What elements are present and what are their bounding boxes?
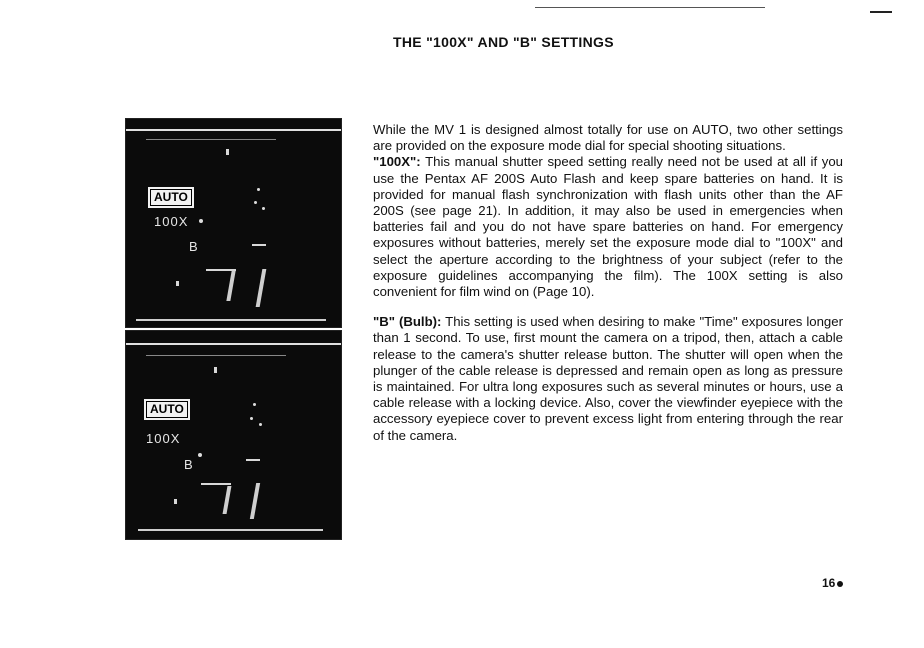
index-dot [199,219,203,223]
x-setting-heading: "100X": [373,154,421,170]
bullet-icon [837,581,843,587]
body-text [373,122,843,458]
corner-mark [870,11,892,13]
intro-text: While the MV 1 is designed almost totally for use on AUTO, two other settings are provided on the exposure mode dial for special shooting situations. [373,122,843,154]
x-setting-text: This manual shutter speed setting really need not be used at all if you use the Pentax AF 200S Auto Flash and keep spare batteries on hand. It is provided for manual flash synchronization with flash units other than the AF 200S (see page 21). In addition, it may also be used in emergencies when batteries fail and you do not have spare batteries on hand. For emergency exposures without batteries, merely set the exposure mode dial to "100X" and select the aperture according to the brightness of your subject (refer to the exposure guidelines accompanying the film). The 100X setting is also convenient for film wind on (Page 10). [373,154,843,300]
auto-label: AUTO [146,401,188,418]
intro-paragraph [373,122,843,300]
b-setting-text: This setting is used when desiring to make "Time" exposures longer than 1 second. To use, first mount the camera on a tripod, then, attach a cable release to the camera's shutter release button. The shutter will open when the plunger of the cable release is depressed and remain open as long as pressure is maintained. For ultra long exposures such as several minutes or hours, use a cable release with a locking device. Also, cover the viewfinder eyepiece with the accessory eyepiece cover to prevent excess light from entering through the rear of the camera. [373,314,843,443]
b-setting-paragraph [373,314,843,444]
x-label: 100X [146,431,181,446]
b-label: B [189,239,199,254]
top-rule [535,7,765,8]
photo-dial-100x [125,118,342,328]
b-setting-heading: "B" (Bulb): [373,314,442,330]
auto-label: AUTO [150,189,192,206]
page-title: THE "100X" AND "B" SETTINGS [393,34,614,50]
x-label: 100X [154,214,189,229]
index-dot [198,453,202,457]
photo-dial-b [125,330,342,540]
page-number: 16 [822,576,843,590]
b-label: B [184,457,194,472]
